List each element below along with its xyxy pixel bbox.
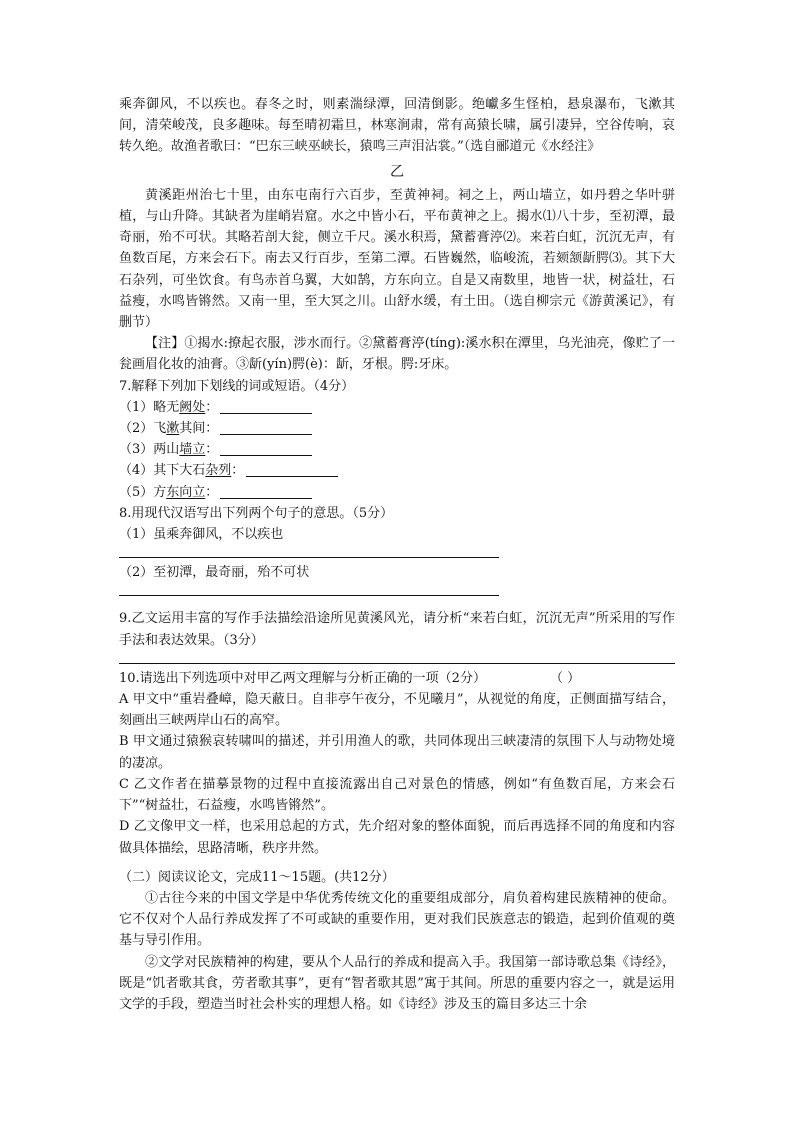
passage-a-text: 乘奔御风，不以疾也。春冬之时，则素湍绿潭，回清倒影。绝巘多生怪柏，悬泉瀑布，飞漱其间，清荣峻茂，良多趣味。每至晴初霜旦，林寒涧肃，常有高猿长啸，属引凄异，空谷传响，哀转久绝。故渔者歌曰：“巴东三峡巫峡长，猿鸣三声泪沾裳。”（选自郦道元《水经注》 <box>119 97 675 155</box>
q7-item-3: （3）两山墙立： <box>119 439 675 460</box>
q10-option-d: D 乙文像甲文一样，也采用总起的方式，先介绍对象的整体面貌，而后再选择不同的角度和内容做具体描绘，思路清晰，秩序井然。 <box>119 819 675 856</box>
section2-paragraph-2: ②文学对民族精神的构建，要从个人品行的养成和提高入手。我国第一部诗歌总集《诗经》，既是“饥者歌其食，劳者歌其事”，更有“智者歌其恩”寓于其间。所思的重要内容之一，就是运用文学的手段，塑造当时社会朴实的理想人格。如《诗经》涉及玉的篇目多达三十余 <box>119 954 675 1012</box>
q10-stem-line: 10.请选出下列选项中对甲乙两文理解与分析正确的一项（2分） （ ） <box>119 668 675 689</box>
q7-item-1: （1）略无阙处： <box>119 397 675 418</box>
answer-blank[interactable] <box>220 399 312 414</box>
passage-b-text: 黄溪距州治七十里，由东屯南行六百步，至黄神祠。祠之上，两山墙立，如丹碧之华叶骈植，与山升降。其缺者为崖峭岩窟。水之中皆小石，平布黄神之上。揭水⑴八十步，至初潭，最奇丽，殆不可状。其略若剖大瓮，侧立千尺。溪水积焉，黛蓄膏渟⑵。来若白虹，沉沉无声，有鱼数百尾，方来会石下。南去又行百步，至第二潭。石皆巍然，临峻流，若颏颔龂腭⑶。其下大石杂列，可坐饮食。有鸟赤首乌翼，大如鹄，方东向立。自是又南数里，地皆一状，树益壮，石益瘦，水鸣皆锵然。又南一里，至大冥之川。山舒水缓，有土田。（选自柳宗元《游黄溪记》，有删节） <box>119 187 675 331</box>
section2-paragraph-1: ①古往今来的中国文学是中华优秀传统文化的重要组成部分，肩负着构建民族精神的使命。它不仅对个人品行养成发挥了不可或缺的重要作用，更对我们民族意志的锻造，起到价值观的奠基与导引作用。 <box>119 890 675 949</box>
answer-blank[interactable] <box>220 420 312 435</box>
passage-b-note: 【注】①揭水:撩起衣服，涉水而行。②黛蓄膏渟(tíng):溪水积在潭里，乌光油亮，像贮了一瓮画眉化妆的油膏。③龂(yín)腭(è)：龂，牙根。腭:牙床。 <box>119 336 675 373</box>
passage-b-heading: 乙 <box>390 163 404 180</box>
answer-blank[interactable] <box>246 462 338 477</box>
q10-option-c: C 乙文作者在描摹景物的过程中直接流露出自己对景色的情感，例如“有鱼数百尾，方来会石下”“树益壮，石益瘦，水鸣皆锵然”。 <box>119 776 675 814</box>
q10-option-a: A 甲文中“重岩叠嶂，隐天蔽日。自非亭午夜分，不见曦月”，从视觉的角度，正侧面描写结合，刻画出三峡两岸山石的高窄。 <box>119 692 675 729</box>
section2-heading: （二）阅读议论文，完成11～15题。(共12分） <box>119 869 395 885</box>
q10-answer-paren[interactable]: （ ） <box>549 670 581 686</box>
q8-answer-line-1[interactable] <box>119 545 499 558</box>
q8-sentence-2: （2）至初潭，最奇丽，殆不可状 <box>119 565 310 581</box>
q8-sentence-1: （1）虽乘奔御风，不以疾也 <box>119 527 284 543</box>
q9-stem: 9.乙文运用丰富的写作手法描绘沿途所见黄溪风光，请分析“来若白虹，沉沉无声”所采用的写作手法和表达效果。（3分） <box>119 611 675 648</box>
answer-blank[interactable] <box>220 441 312 456</box>
q8-answer-line-2[interactable] <box>119 583 499 596</box>
q7-item-5: （5）方东向立： <box>119 482 675 503</box>
q7-item-4: （4）其下大石杂列： <box>119 460 675 481</box>
q9-answer-line[interactable] <box>119 651 675 664</box>
q8-stem: 8.用现代汉语写出下列两个句子的意思。（5分） <box>119 505 394 521</box>
q7-stem: 7.解释下列加下划线的词或短语。（4分） <box>119 378 355 394</box>
q10-option-b: B 甲文通过猿猴哀转啸叫的描述，并引用渔人的歌，共同体现出三峡凄清的氛围下人与动物处境的凄凉。 <box>119 734 675 771</box>
answer-blank[interactable] <box>220 484 312 499</box>
q7-item-2: （2）飞漱其间： <box>119 418 675 439</box>
exam-page <box>119 94 675 1015</box>
